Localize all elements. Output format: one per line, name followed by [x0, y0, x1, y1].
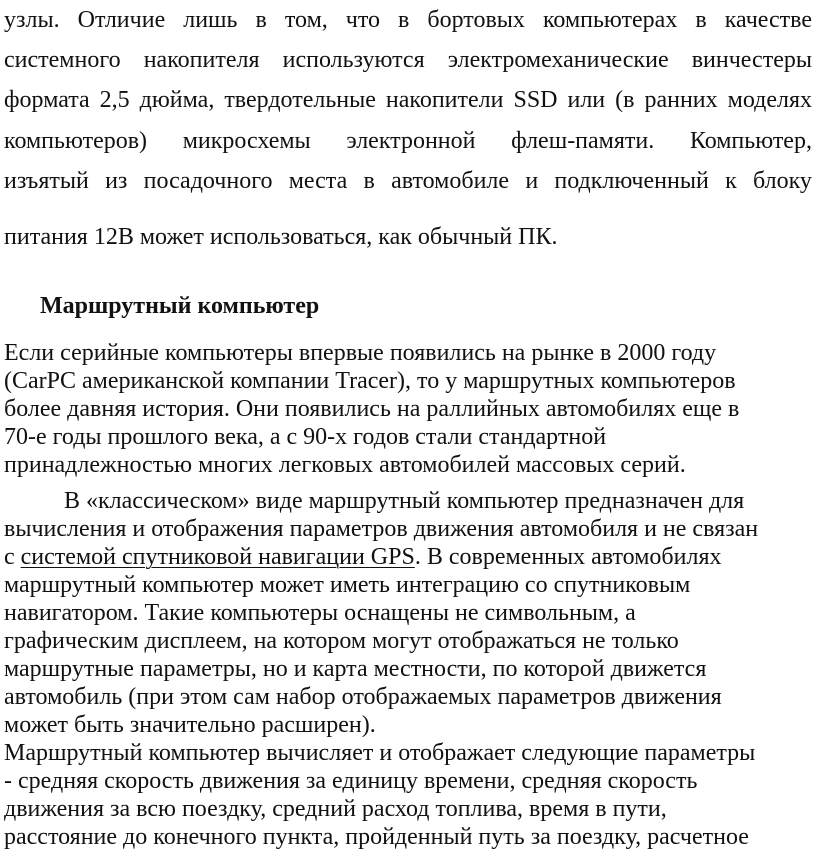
- word: к: [725, 168, 737, 194]
- word: компьютерах: [542, 7, 678, 33]
- word: бортовых: [427, 7, 525, 33]
- word: автомобиле: [391, 168, 510, 194]
- paragraph-1-line: [4, 167, 812, 195]
- word: ранних: [644, 87, 718, 113]
- word: что: [345, 7, 381, 33]
- word: винчестеры: [691, 47, 812, 73]
- paragraph-1-line: [4, 46, 812, 74]
- paragraph-1-line: питания 12В может использоваться, как обычный ПК.: [4, 224, 558, 250]
- paragraph-1-line: [4, 86, 812, 114]
- paragraph-3-line: вычисления и отображения параметров движения автомобиля и не связан: [4, 516, 759, 542]
- word: в: [363, 168, 375, 194]
- word: (в: [615, 87, 635, 113]
- paragraph-3-line: может быть значительно расширен).: [4, 712, 376, 738]
- word: Компьютер,: [689, 128, 812, 154]
- word: Отличие: [77, 7, 166, 33]
- paragraph-2-line: Если серийные компьютеры впервые появились на рынке в 2000 году: [4, 340, 717, 366]
- word: узлы.: [4, 7, 60, 33]
- word: в: [398, 7, 410, 33]
- word: накопителя: [143, 47, 260, 73]
- word: качестве: [724, 7, 812, 33]
- paragraph-1-line: [4, 127, 812, 155]
- paragraph-2-line: более давняя история. Они появились на раллийных автомобилях еще в: [4, 396, 740, 422]
- paragraph-3-line: навигатором. Такие компьютеры оснащены не символьным, а: [4, 600, 636, 626]
- word: компьютеров): [4, 128, 148, 154]
- word: SSD: [513, 87, 558, 113]
- paragraph-4-line: - средняя скорость движения за единицу времени, средняя скорость: [4, 768, 698, 794]
- word: изъятый: [4, 168, 89, 194]
- paragraph-4-line: расстояние до конечного пункта, пройденный путь за поездку, расчетное: [4, 824, 749, 850]
- word: лишь: [183, 7, 238, 33]
- section-heading: Маршрутный компьютер: [40, 293, 320, 319]
- word: формата: [4, 87, 90, 113]
- word: том,: [284, 7, 328, 33]
- paragraph-4-line: Маршрутный компьютер вычисляет и отображает следующие параметры: [4, 740, 756, 766]
- word: или: [567, 87, 606, 113]
- word: блоку: [752, 168, 812, 194]
- word: флеш-памяти.: [511, 128, 655, 154]
- word: места: [288, 168, 348, 194]
- paragraph-2-line: (CarPC американской компании Tracer), то у маршрутных компьютеров: [4, 368, 736, 394]
- word: в: [695, 7, 707, 33]
- word: посадочного: [143, 168, 273, 194]
- paragraph-3-line: графическим дисплеем, на котором могут отображаться не только: [4, 628, 679, 654]
- paragraph-3-line: [4, 543, 812, 571]
- paragraph-4-line: движения за всю поездку, средний расход топлива, время в пути,: [4, 796, 667, 822]
- paragraph-2-line: принадлежностью многих легковых автомобилей массовых серий.: [4, 452, 686, 478]
- paragraph-3-text: . В современных автомобилях: [414, 544, 722, 570]
- word: в: [255, 7, 267, 33]
- paragraph-3-line: маршрутные параметры, но и карта местности, по которой движется: [4, 656, 707, 682]
- word: микросхемы: [182, 128, 311, 154]
- paragraph-2-line: 70-е годы прошлого века, а с 90-х годов стали стандартной: [4, 424, 607, 450]
- word: накопители: [385, 87, 504, 113]
- word: 2,5: [99, 87, 130, 113]
- word: электромеханические: [447, 47, 669, 73]
- word: и: [525, 168, 539, 194]
- paragraph-3-text: с: [4, 544, 21, 570]
- paragraph-1-line: [4, 6, 812, 34]
- gps-navigation-link[interactable]: системой спутниковой навигации GPS: [20, 544, 415, 570]
- word: электронной: [346, 128, 476, 154]
- word: моделях: [727, 87, 812, 113]
- paragraph-3-line: маршрутный компьютер может иметь интеграцию со спутниковым: [4, 572, 691, 598]
- word: используются: [282, 47, 425, 73]
- word: подключенный: [554, 168, 709, 194]
- word: системного: [4, 47, 121, 73]
- paragraph-3-line: автомобиль (при этом сам набор отображаемых параметров движения: [4, 684, 722, 710]
- word: дюйма,: [139, 87, 215, 113]
- word: твердотельные: [224, 87, 376, 113]
- paragraph-3-line: В «классическом» виде маршрутный компьютер предназначен для: [64, 488, 745, 514]
- word: из: [105, 168, 128, 194]
